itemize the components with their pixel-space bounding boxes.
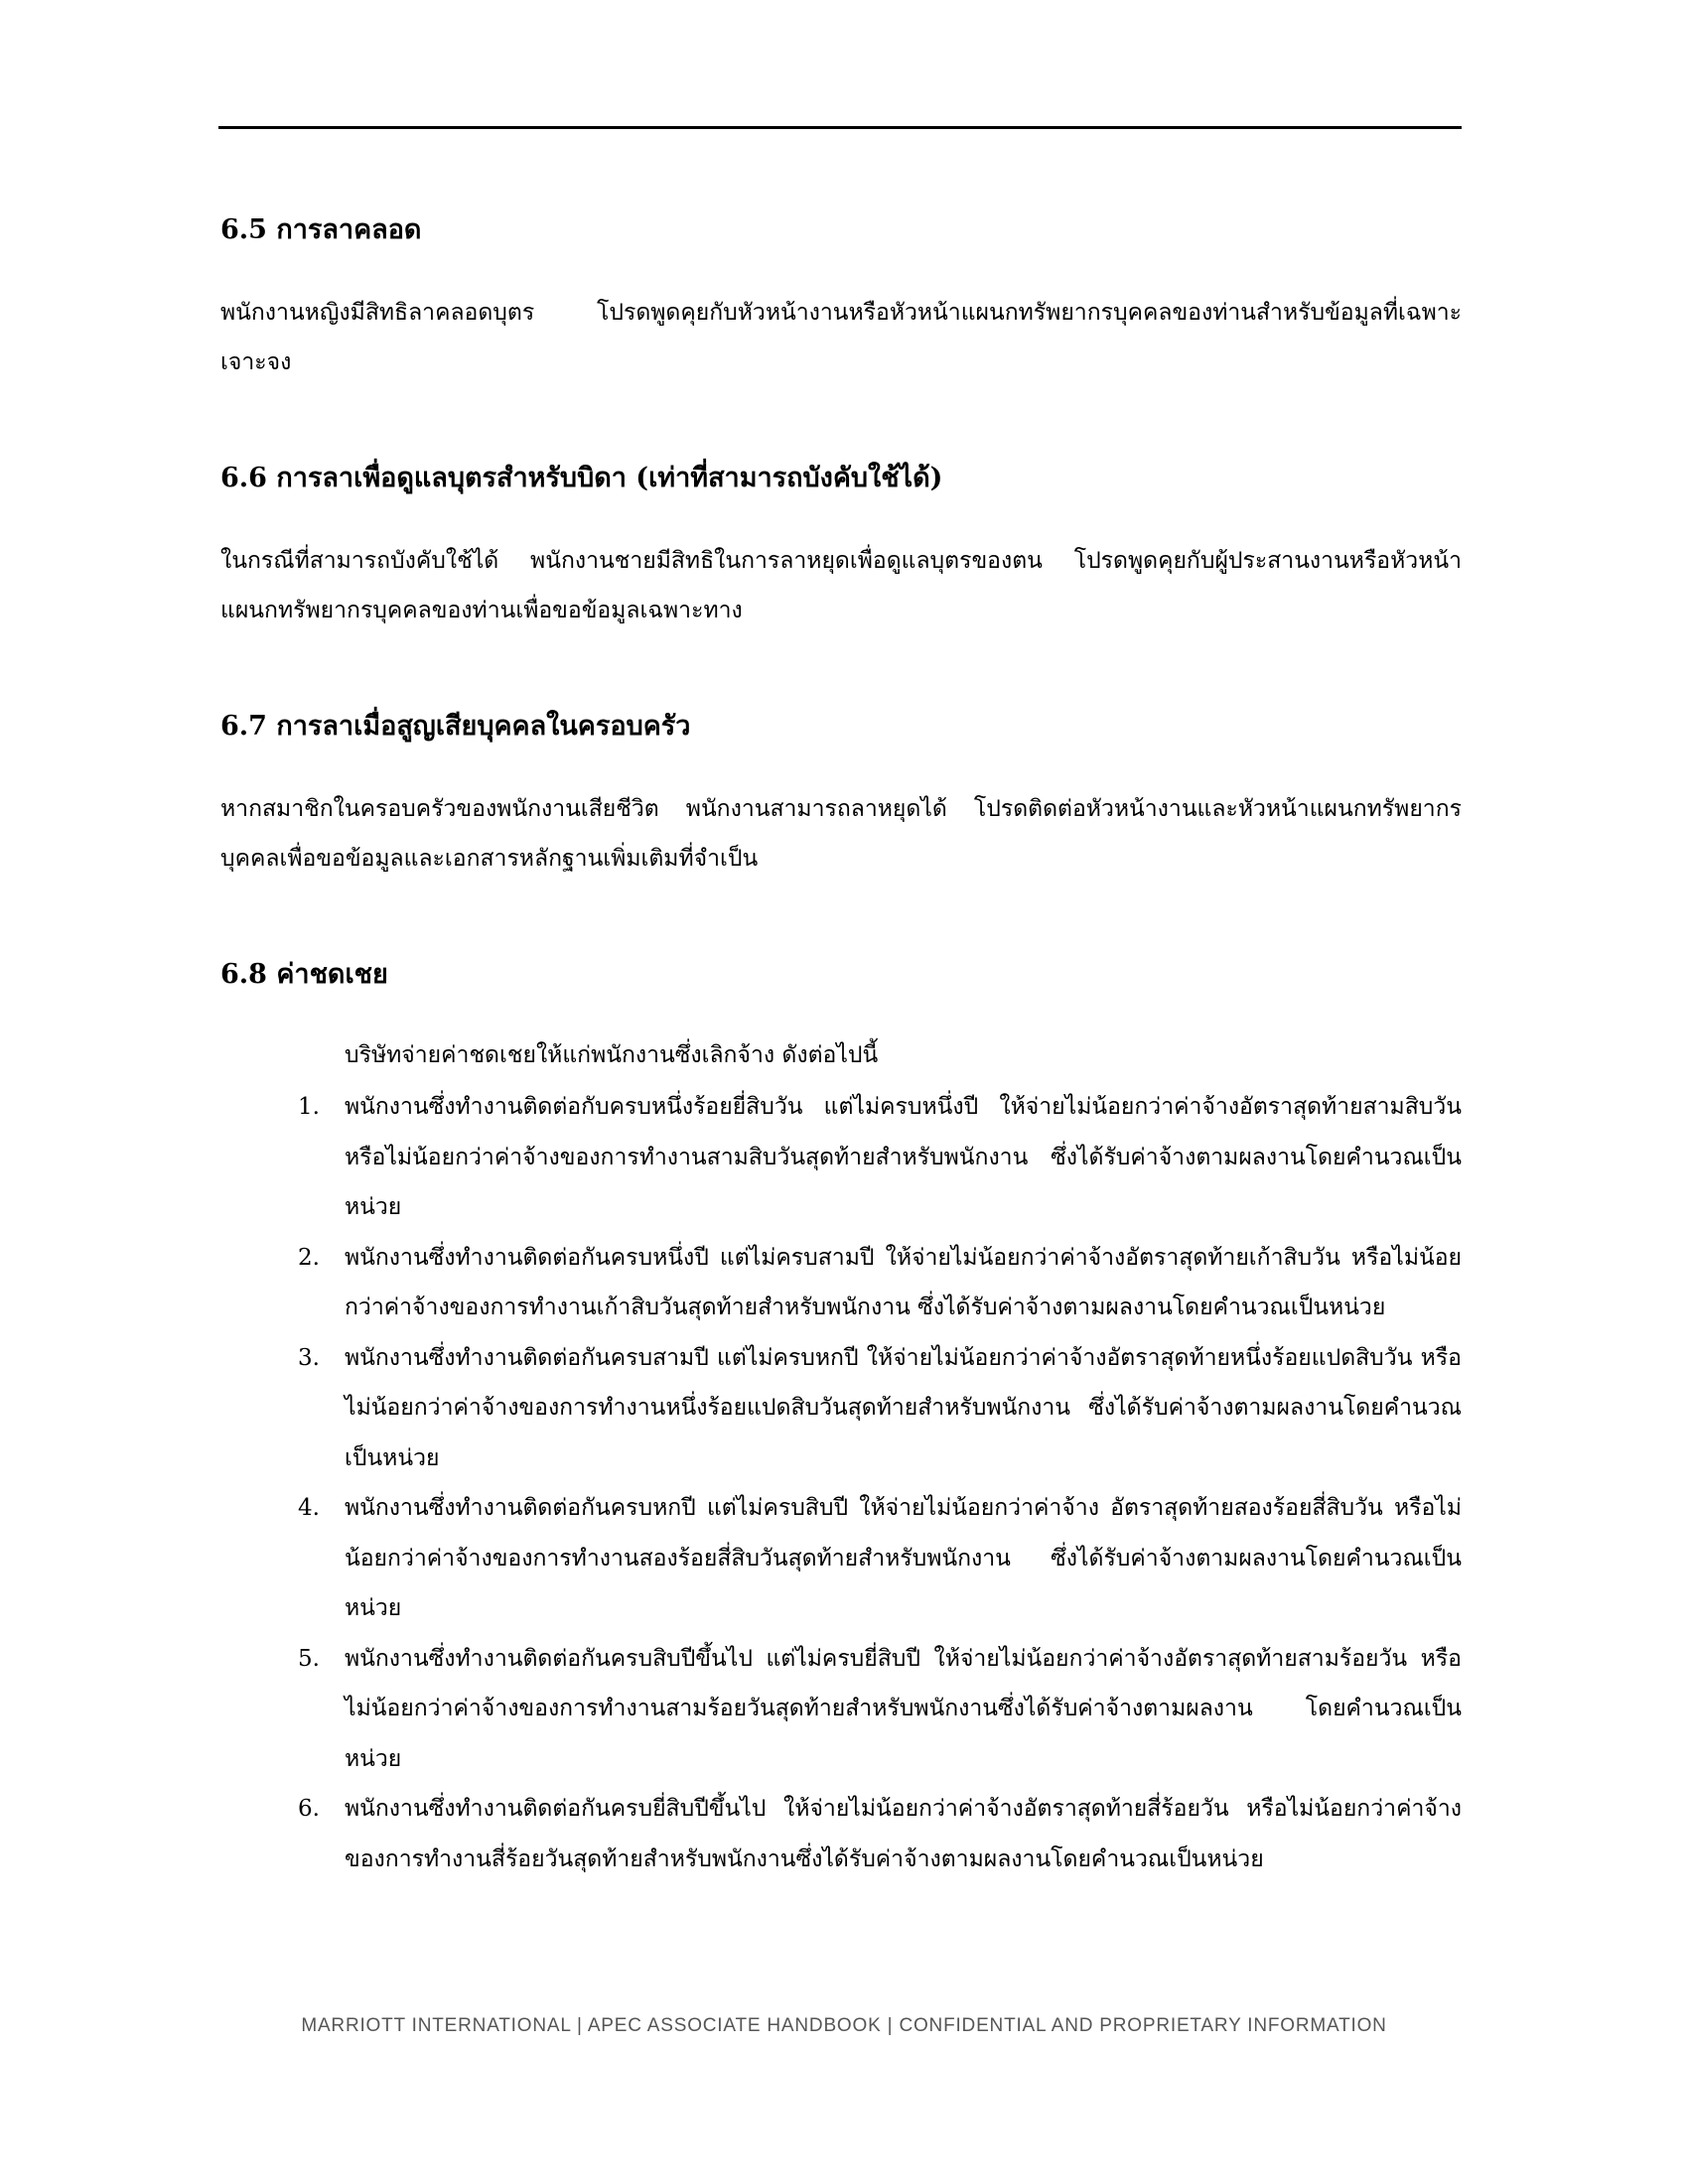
list-item-number: 5. xyxy=(298,1645,320,1672)
section-heading-bereavement-leave: 6.7 การลาเมื่อสูญเสียบุคคลในครอบครัว xyxy=(220,711,691,742)
list-item-number: 3. xyxy=(298,1344,320,1371)
list-item xyxy=(220,1784,1462,1884)
list-item-number: 1. xyxy=(298,1094,320,1120)
section-body-maternity-leave: พนักงานหญิงมีสิทธิลาคลอดบุตร โปรดพูดคุยกับหัวหน้างานหรือหัวหน้าแผนกทรัพยากรบุคคลของท่านสำหรับข้อมูลที่เฉพาะเจาะจง xyxy=(220,300,1462,375)
list-item-text: พนักงานซึ่งทำงานติดต่อกันครบหกปี แต่ไม่ครบสิบปี ให้จ่ายไม่น้อยกว่าค่าจ้าง อัตราสุดท้ายสองร้อยสี่สิบวัน หรือไม่น้อยกว่าค่าจ้างของการทำงานสองร้อยสี่สิบวันสุดท้ายสำหรับพนักงาน ซึ่งได้รับค่าจ้างตามผลงานโดยคำนวณเป็นหน่วย xyxy=(345,1495,1462,1621)
section-heading-severance-pay: 6.8 ค่าชดเชย xyxy=(220,959,388,990)
severance-list xyxy=(220,1082,1462,1884)
list-item xyxy=(220,1082,1462,1233)
list-item xyxy=(220,1483,1462,1634)
list-item-number: 2. xyxy=(298,1244,320,1271)
header-rule xyxy=(218,126,1462,129)
list-item-text: พนักงานซึ่งทำงานติดต่อกันครบสิบปีขึ้นไป แต่ไม่ครบยี่สิบปี ให้จ่ายไม่น้อยกว่าค่าจ้างอัตราสุดท้ายสามร้อยวัน หรือไม่น้อยกว่าค่าจ้างของการทำงานสามร้อยวันสุดท้ายสำหรับพนักงานซึ่งได้รับค่าจ้างตามผลงาน โดยคำนวณเป็นหน่วย xyxy=(345,1645,1462,1772)
list-item xyxy=(220,1233,1462,1333)
list-item-text: พนักงานซึ่งทำงานติดต่อกับครบหนึ่งร้อยยี่สิบวัน แต่ไม่ครบหนึ่งปี ให้จ่ายไม่น้อยกว่าค่าจ้างอัตราสุดท้ายสามสิบวัน หรือไม่น้อยกว่าค่าจ้างของการทำงานสามสิบวันสุดท้ายสำหรับพนักงาน ซึ่งได้รับค่าจ้างตามผลงานโดยคำนวณเป็นหน่วย xyxy=(345,1094,1462,1220)
section-body-bereavement-leave: หากสมาชิกในครอบครัวของพนักงานเสียชีวิต พนักงานสามารถลาหยุดได้ โปรดติดต่อหัวหน้างานและหัวหน้าแผนกทรัพยากรบุคคลเพื่อขอข้อมูลและเอกสารหลักฐานเพิ่มเติมที่จำเป็น xyxy=(220,796,1462,872)
list-item-number: 6. xyxy=(298,1796,320,1822)
list-item-text: พนักงานซึ่งทำงานติดต่อกันครบหนึ่งปี แต่ไม่ครบสามปี ให้จ่ายไม่น้อยกว่าค่าจ้างอัตราสุดท้ายเก้าสิบวัน หรือไม่น้อยกว่าค่าจ้างของการทำงานเก้าสิบวันสุดท้ายสำหรับพนักงาน ซึ่งได้รับค่าจ้างตามผลงานโดยคำนวณเป็นหน่วย xyxy=(345,1244,1462,1320)
list-item xyxy=(220,1634,1462,1785)
list-item xyxy=(220,1333,1462,1484)
list-item-text: พนักงานซึ่งทำงานติดต่อกันครบสามปี แต่ไม่ครบหกปี ให้จ่ายไม่น้อยกว่าค่าจ้างอัตราสุดท้ายหนึ่งร้อยแปดสิบวัน หรือไม่น้อยกว่าค่าจ้างของการทำงานหนึ่งร้อยแปดสิบวันสุดท้ายสำหรับพนักงาน ซึ่งได้รับค่าจ้างตามผลงานโดยคำนวณเป็นหน่วย xyxy=(345,1344,1462,1471)
severance-intro: บริษัทจ่ายค่าชดเชยให้แก่พนักงานซึ่งเลิกจ้าง ดังต่อไปนี้ xyxy=(345,1042,879,1068)
section-heading-paternity-leave: 6.6 การลาเพื่อดูแลบุตรสำหรับบิดา (เท่าที่สามารถบังคับใช้ได้) xyxy=(220,463,943,493)
section-body-paternity-leave: ในกรณีที่สามารถบังคับใช้ได้ พนักงานชายมีสิทธิในการลาหยุดเพื่อดูแลบุตรของตน โปรดพูดคุยกับผู้ประสานงานหรือหัวหน้าแผนกทรัพยากรบุคคลของท่านเพื่อขอข้อมูลเฉพาะทาง xyxy=(220,548,1462,623)
section-heading-maternity-leave: 6.5 การลาคลอด xyxy=(220,214,422,245)
page-footer: MARRIOTT INTERNATIONAL | APEC ASSOCIATE HANDBOOK | CONFIDENTIAL AND PROPRIETARY INFORMATION xyxy=(301,2015,1387,2036)
list-item-number: 4. xyxy=(298,1495,320,1521)
list-item-text: พนักงานซึ่งทำงานติดต่อกันครบยี่สิบปีขึ้นไป ให้จ่ายไม่น้อยกว่าค่าจ้างอัตราสุดท้ายสี่ร้อยวัน หรือไม่น้อยกว่าค่าจ้างของการทำงานสี่ร้อยวันสุดท้ายสำหรับพนักงานซึ่งได้รับค่าจ้างตามผลงานโดยคำนวณเป็นหน่วย xyxy=(345,1796,1462,1872)
